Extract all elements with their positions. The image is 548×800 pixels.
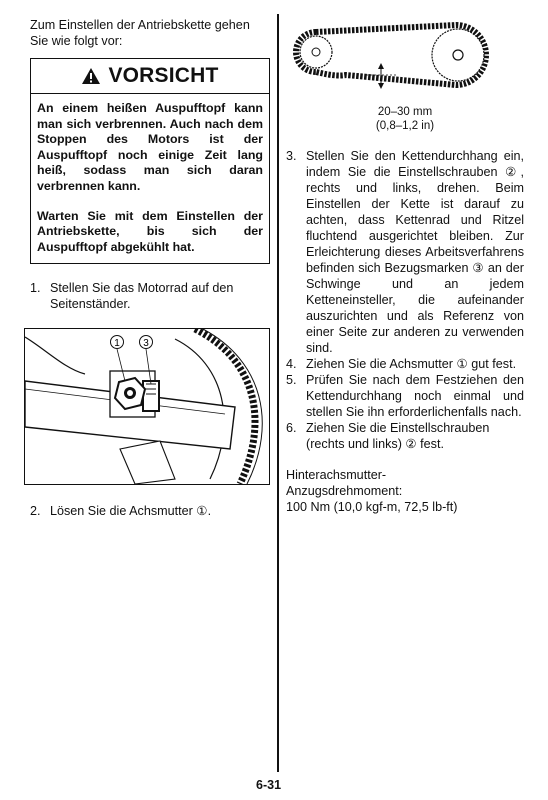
step-item — [286, 420, 524, 452]
caption-in: (0,8–1,2 in) — [375, 120, 435, 132]
torque-spec — [286, 467, 524, 515]
callout-1: 1 — [114, 338, 120, 350]
step-item — [286, 372, 524, 420]
swingarm-drawing — [25, 329, 269, 484]
chain-slack-caption — [286, 105, 524, 133]
caution-body — [31, 94, 269, 263]
right-column — [286, 17, 524, 515]
axle-nut-illustration — [24, 328, 270, 485]
column-divider — [277, 14, 279, 772]
step-number: 4. — [286, 357, 297, 371]
step-item — [286, 148, 524, 356]
step-text: Stellen Sie den Kettendurchhang ein, indem Sie die Einstellschrauben ②, rechts und links, drehen. Beim Einstellen der Kette ist darauf zu achten, dass Kettenrad und Ritzel fluchtend ausgerichtet bleiben. Zur Erleichterung dieses Arbeitsverfahrens befinden sich Bezugsmarken ③ an der Schwinge und an jedem Ketteneinsteller, die aufeinander auszurichten und als Referenz von einer Seite zur anderen zu verwenden sind. — [306, 149, 524, 355]
torque-line-1: Hinterachsmutter- — [286, 468, 387, 482]
step-number: 2. — [30, 504, 41, 519]
warning-triangle-icon — [81, 67, 101, 85]
step-text: Ziehen Sie die Achsmutter ① gut fest. — [306, 357, 517, 371]
callout-3: 3 — [143, 338, 149, 350]
step-item — [286, 356, 524, 372]
step-list-left — [30, 280, 270, 312]
step-number: 5. — [286, 373, 297, 387]
step-list-left-2 — [30, 503, 270, 519]
step-list-right — [286, 148, 524, 452]
intro-text — [30, 17, 270, 49]
step-number: 3. — [286, 149, 297, 163]
step-text: Prüfen Sie nach dem Festziehen den Kettendurchhang noch einmal und stellen Sie ihn erforderlichenfalls nach. — [306, 373, 524, 419]
intro-line-1: Zum Einstellen der Antriebskette gehen — [30, 18, 250, 32]
caution-paragraph-2: Warten Sie mit dem Einstellen der Antriebskette, bis sich der Auspufftopf abgekühlt hat. — [37, 208, 263, 254]
step-number: 1. — [30, 281, 41, 296]
caution-header — [31, 59, 269, 94]
torque-line-2: Anzugsdrehmoment: — [286, 484, 403, 498]
caution-paragraph-1: An einem heißen Auspufftopf kann man sich verbrennen. Auch nach dem Stoppen des Motors ist der Auspufftopf noch einige Zeit lang heiß, sodass man sich daran verbrennen kann. — [37, 101, 263, 193]
chain-slack-illustration — [286, 17, 524, 99]
torque-value: 100 Nm (10,0 kgf-m, 72,5 lb-ft) — [286, 500, 458, 514]
step-text: Stellen Sie das Motorrad auf den Seitenständer. — [50, 281, 234, 312]
intro-line-2: Sie wie folgt vor: — [30, 34, 123, 48]
step-number: 6. — [286, 421, 297, 435]
step-item — [30, 503, 270, 519]
caption-mm: 20–30 mm — [377, 106, 433, 118]
step-item — [30, 280, 270, 312]
page-number: 6-31 — [256, 778, 282, 792]
left-column — [30, 17, 270, 519]
caution-title: VORSICHT — [108, 64, 219, 87]
chain-drawing — [286, 17, 524, 99]
caution-box — [30, 58, 270, 264]
step-text: Lösen Sie die Achsmutter ①. — [50, 504, 212, 519]
step-text: Ziehen Sie die Einstellschrauben (rechts und links) ② fest. — [306, 421, 490, 451]
